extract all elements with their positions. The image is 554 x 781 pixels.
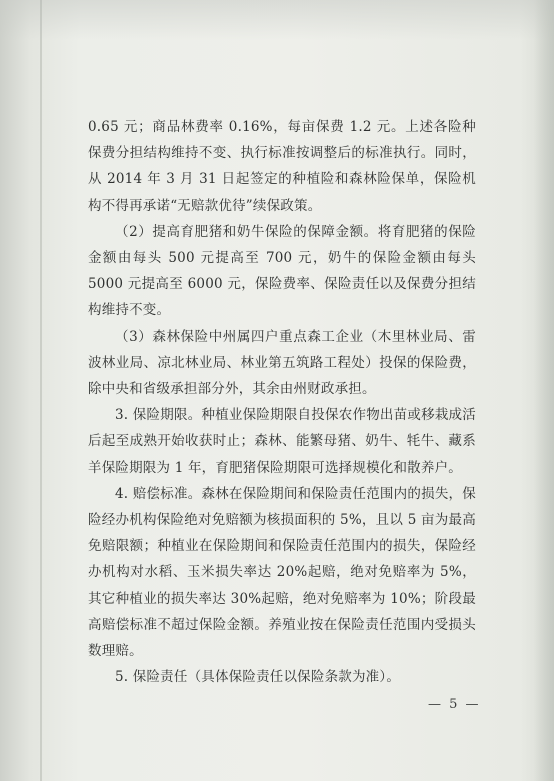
document-body [88,114,476,690]
paragraph-4: 3. 保险期限。种植业保险期限自投保农作物出苗或移栽成活后起至成熟开始收获时止；森林、能繁母猪、奶牛、牦牛、藏系羊保险期限为 1 年，育肥猪保险期限可选择规模化和散养户。 [88,407,476,476]
paragraph-5: 4. 赔偿标准。森林在保险期间和保险责任范围内的损失，保险经办机构保险绝对免赔额为核损面积的 5%，且以 5 亩为最高免赔限额；种植业在保险期间和保险责任范围内的损失，保险经办机构对水稻、玉米损失率达 20%起赔，绝对免赔率为 5%，其它种植业的损失率达 30%起赔，绝对免赔率为 10%；阶段最高赔偿标准不超过保险金额。养殖业按在保险责任范围内受损头数理赔。 [88,485,476,660]
scan-shadow [0,0,554,40]
binding-fold [40,0,42,781]
paragraph-1: 0.65 元；商品林费率 0.16%，每亩保费 1.2 元。上述各险种保费分担结构维持不变、执行标准按调整后的标准执行。同时，从 2014 年 3 月 31 日起签定的种植险和森林险保单，保险机构不得再承诺“无赔款优待”续保政策。 [88,119,476,214]
paragraph-6: 5. 保险责任（具体保险责任以保险条款为准）。 [115,669,401,686]
paragraph-2: （2）提高育肥猪和奶牛保险的保障金额。将育肥猪的保险金额由每头 500 元提高至 700 元，奶牛的保险金额由每头 5000 元提高至 6000 元，保险费率、保险责任以及保费分担结构维持不变。 [88,223,476,319]
page-edge [534,0,554,781]
paragraph-3: （3）森林保险中州属四户重点森工企业（木里林业局、雷波林业局、凉北林业局、林业第五筑路工程处）投保的保险费，除中央和省级承担部分外，其余由州财政承担。 [88,328,476,398]
page-number: — 5 — [428,697,481,712]
